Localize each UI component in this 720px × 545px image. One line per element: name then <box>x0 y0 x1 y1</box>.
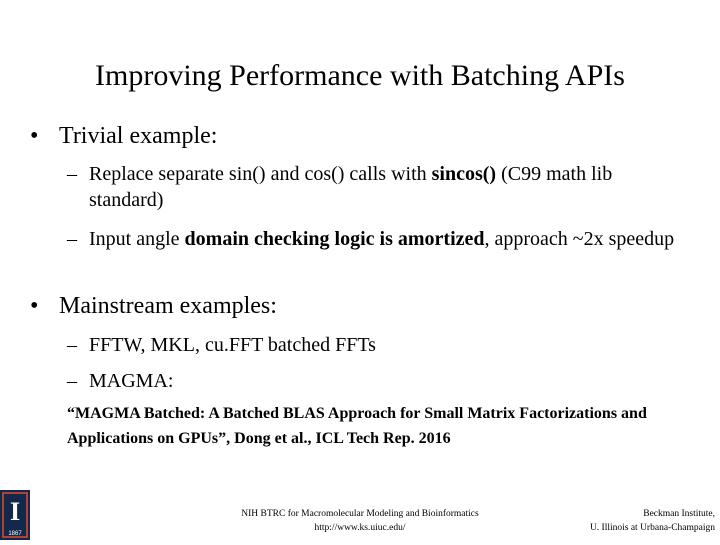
dash-icon: – <box>67 334 77 356</box>
sub-text-bold: sincos() <box>431 163 497 185</box>
sub-text-pre: Replace separate sin() and cos() calls with <box>89 163 432 185</box>
university-logo <box>0 490 30 540</box>
sub-text: MAGMA: <box>89 370 174 392</box>
footer-right-line1: Beckman Institute, <box>643 509 715 519</box>
bullet-mainstream-examples <box>30 291 690 321</box>
bullet-dot-icon: • <box>30 293 39 319</box>
sub-bullet-fftw <box>67 332 697 358</box>
sub-bullet-domain-checking <box>67 226 697 278</box>
sub-text-pre: Input angle <box>89 228 185 250</box>
footer-center-line1: NIH BTRC for Macromolecular Modeling and Bioinformatics <box>241 509 479 519</box>
footer-center-link[interactable]: http://www.ks.uiuc.edu/ <box>314 523 406 533</box>
block-i-logo-icon <box>0 490 30 540</box>
sub-text: FFTW, MKL, cu.FFT batched FFTs <box>89 334 376 356</box>
dash-icon: – <box>67 228 77 250</box>
bullet-label: Trivial example: <box>59 123 218 149</box>
dash-icon: – <box>67 370 77 392</box>
sub-text-bold: domain checking logic is amortized <box>184 228 485 250</box>
sub-bullet-sincos <box>67 161 697 213</box>
footer-center <box>225 507 495 535</box>
bullet-trivial-example <box>30 121 690 151</box>
sub-text-post: , approach ~2x speedup <box>484 228 675 250</box>
sub-text-post: (C99 math lib standard) <box>89 163 613 211</box>
bullet-dot-icon: • <box>30 123 39 149</box>
sub-bullet-magma <box>67 368 697 394</box>
logo-letter: I <box>9 497 21 526</box>
bullet-label: Mainstream examples: <box>59 293 277 319</box>
footer-right <box>540 507 715 535</box>
logo-year: 1867 <box>8 531 22 537</box>
magma-citation: “MAGMA Batched: A Batched BLAS Approach for Small Matrix Factorizations and Applications on GPUs”, Dong et al., ICL Tech Rep. 2016 <box>67 405 647 447</box>
dash-icon: – <box>67 163 77 185</box>
slide-title: Improving Performance with Batching APIs <box>95 59 625 92</box>
footer-right-line2: U. Illinois at Urbana-Champaign <box>589 523 715 533</box>
